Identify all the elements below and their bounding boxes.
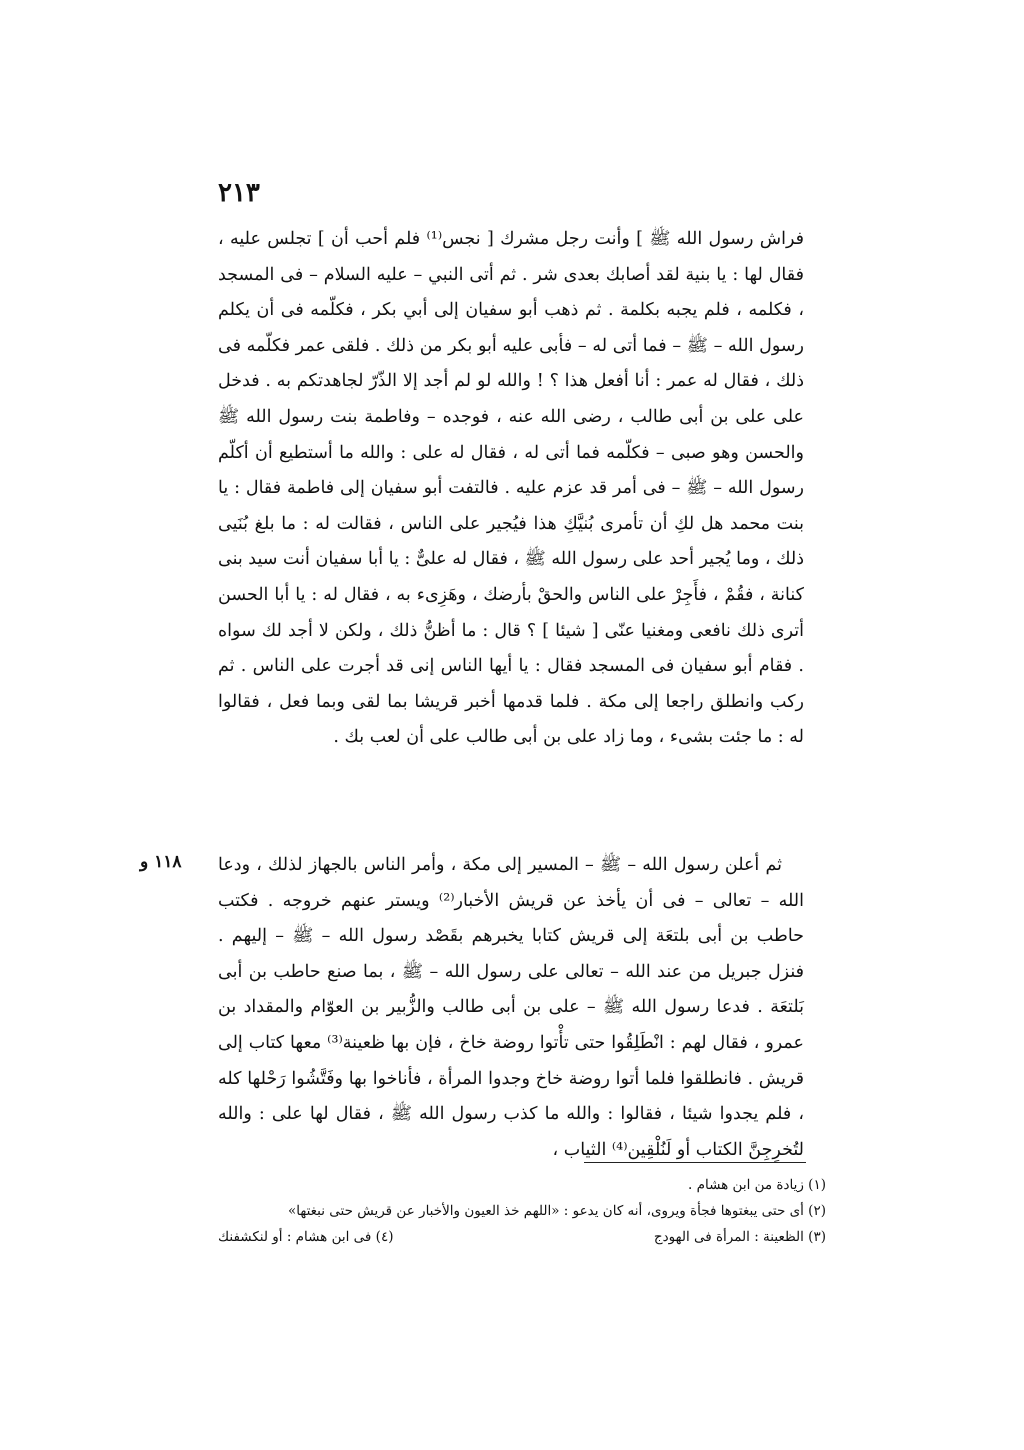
footnote-2: (٢) أى حتى يبغتوها فجأة ويروى، أنه كان يدعو : «اللهم خذ العيون والأخبار عن قريش حتى نبغتها» [288, 1203, 826, 1219]
footnotes [218, 1172, 826, 1250]
footnote-4: (٤) فى ابن هشام : أو لنكشفنك [218, 1229, 394, 1245]
paragraph-1: فراش رسول الله ﷺ ] وأنت رجل مشرك [ نجس⁽¹⁾ فلم أحب أن ] تجلس عليه ، فقال لها : يا بنية لقد أصابك بعدى شر . ثم أتى النبي – عليه السلام – فى المسجد ، فكلمه ، فلم يجبه بكلمة . ثم ذهب أبو سفيان إلى أبي بكر ، فكلّمه فى أن يكلم رسول الله – ﷺ – فما أتى له – فأبى عليه أبو بكر من ذلك . فلقى عمر فكلّمه فى ذلك ، فقال له عمر : أنا أفعل هذا ؟ ! والله لو لم أجد إلا الذّرّ لجاهدتكم به . فدخل على على بن أبى طالب ، رضى الله عنه ، فوجده – وفاطمة بنت رسول الله ﷺ والحسن وهو صبى – فكلّمه فما أتى له ، فقال له على : والله ما أستطيع أن أكلّم رسول الله – ﷺ – فى أمر قد عزم عليه . فالتفت أبو سفيان إلى فاطمة فقال : يا بنت محمد هل لكِ أن تأمرى بُنيَّكِ هذا فيُجير على الناس ، فقالت له : ما بلغ بُنَيى ذلك ، وما يُجير أحد على رسول الله ﷺ ، فقال له علىٌّ : يا أبا سفيان أنت سيد بنى كنانة ، فقُمْ ، فأَجِرْ على الناس والحقْ بأرضك ، وهَزِىء به ، فقال له : يا أبا الحسن أترى ذلك نافعى ومغنيا عنّى [ شيئا ] ؟ قال : ما أظنُّ ذلك ، ولكن لا أجد لك سواه . فقام أبو سفيان فى المسجد فقال : يا أيها الناس إنى قد أجرت على الناس . ثم ركب وانطلق راجعا إلى مكة . فلما قدمها أخبر قريشا بما لقى وبما فعل ، فقالوا له : ما جئت بشىء ، وما زاد على بن أبى طالب على أن لعب بك . [218, 229, 804, 748]
footnote-3: (٣) الظعينة : المرأة فى الهودج [653, 1229, 826, 1245]
main-paragraph [218, 222, 804, 756]
footnote-divider [584, 1162, 806, 1163]
manuscript-folio-note: ١١٨ و [140, 852, 182, 872]
page-number: ٢١٣ [218, 178, 260, 208]
footnote-row-3-4 [218, 1224, 826, 1250]
paragraph-2: ثم أعلن رسول الله – ﷺ – المسير إلى مكة ، وأمر الناس بالجهاز لذلك ، ودعا الله – تعالى – فى أن يأخذ عن قريش الأخبار⁽²⁾ ويستر عنهم خروجه . فكتب حاطب بن أبى بلتعَة إلى قريش كتابا يخبرهم بقَصْد رسول الله – ﷺ – إليهم . فنزل جبريل من عند الله – تعالى على رسول الله – ﷺ ، بما صنع حاطب بن أبى بَلتعَة . فدعا رسول الله ﷺ – على بن أبى طالب والزُّبير بن العوّام والمقداد بن عمرو ، فقال لهم : انْطَلِقُوا حتى تأْتوا روضة خاخ ، فإن بها ظعينة⁽³⁾ معها كتاب إلى قريش . فانطلقوا فلما أتوا روضة خاخ وجدوا المرأة ، فأناخوا بها وفَتَّشُوا رَحْلها كله ، فلم يجدوا شيئا ، فقالوا : والله ما كذب رسول الله ﷺ ، فقال لها على : والله لتُخرِجِنَّ الكتاب أو لَنُلْقِين⁽⁴⁾ الثياب ، [218, 855, 804, 1160]
footnote-1: (١) زيادة من ابن هشام . [688, 1177, 826, 1193]
